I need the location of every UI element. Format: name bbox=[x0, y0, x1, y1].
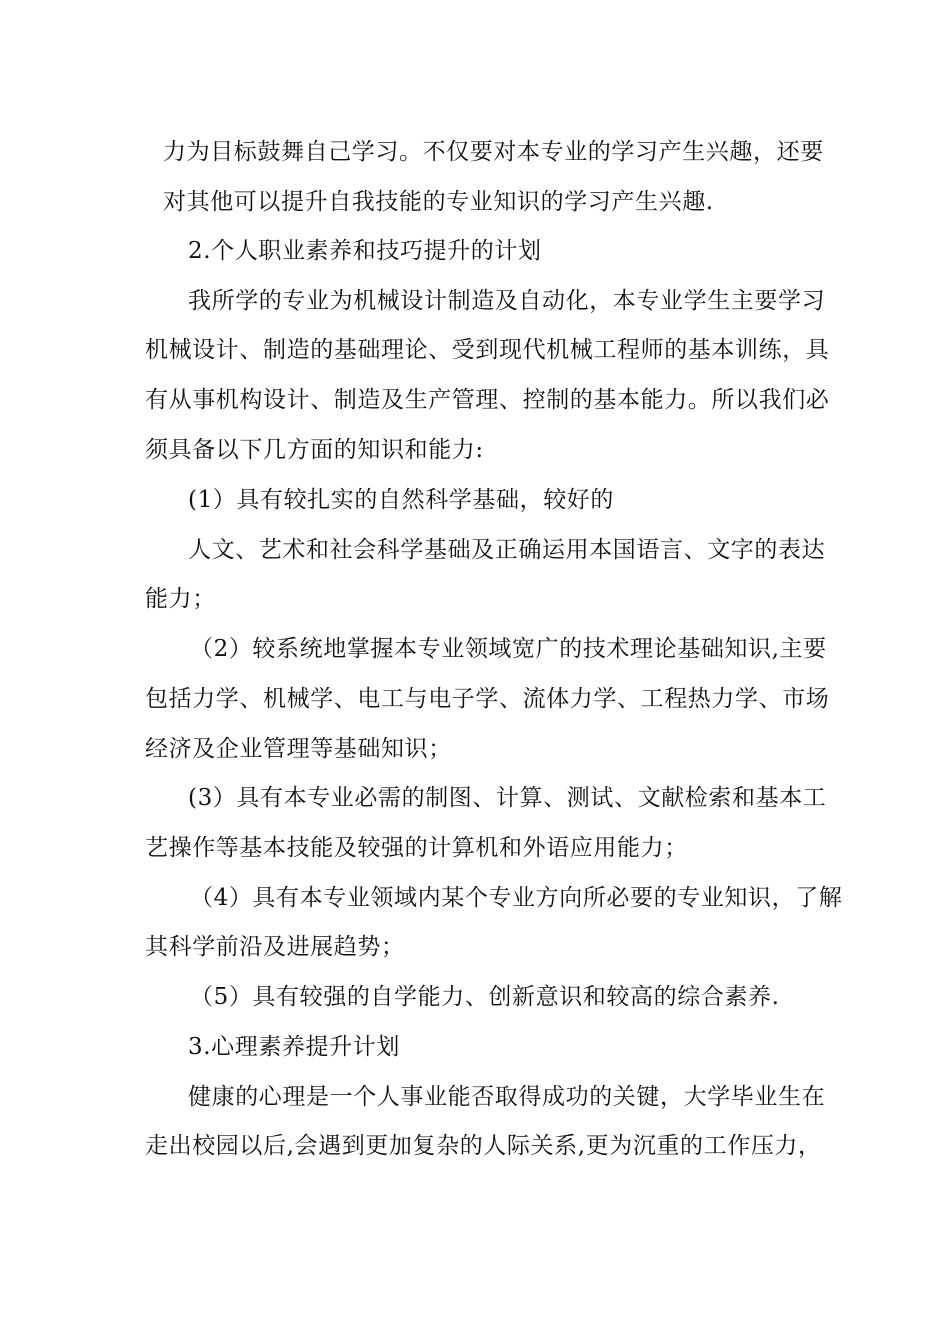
text-line: 健康的心理是一个人事业能否取得成功的关键，大学毕业生在 bbox=[188, 1084, 826, 1110]
text-line: 人文、艺术和社会科学基础及正确运用本国语言、文字的表达 bbox=[188, 537, 826, 563]
text-line: 艺操作等基本技能及较强的计算机和外语应用能力； bbox=[145, 835, 688, 861]
list-item: （4）具有本专业领域内某个专业方向所必要的专业知识，了解 bbox=[190, 885, 843, 911]
text-line: 力为目标鼓舞自己学习。不仅要对本专业的学习产生兴趣，还要 bbox=[163, 139, 824, 165]
text-line: 包括力学、机械学、电工与电子学、流体力学、工程热力学、市场 bbox=[145, 686, 830, 712]
text-line: 对其他可以提升自我技能的专业知识的学习产生兴趣. bbox=[163, 189, 714, 215]
text-line: 我所学的专业为机械设计制造及自动化，本专业学生主要学习 bbox=[188, 288, 826, 314]
text-line: 经济及企业管理等基础知识； bbox=[145, 736, 452, 762]
list-item: （5）具有较强的自学能力、创新意识和较高的综合素养. bbox=[190, 984, 780, 1010]
section-heading: 2.个人职业素养和技巧提升的计划 bbox=[188, 238, 542, 264]
list-item: (1）具有较扎实的自然科学基础，较好的 bbox=[188, 487, 615, 513]
text-line: 有从事机构设计、制造及生产管理、控制的基本能力。所以我们必 bbox=[145, 387, 830, 413]
text-line: 能力； bbox=[145, 586, 216, 612]
list-item: (3）具有本专业必需的制图、计算、测试、文献检索和基本工 bbox=[188, 785, 827, 811]
text-line: 走出校园以后,会遇到更加复杂的人际关系,更为沉重的工作压力， bbox=[145, 1133, 822, 1159]
list-item: （2）较系统地掌握本专业领域宽广的技术理论基础知识,主要 bbox=[190, 636, 827, 662]
text-line: 须具备以下几方面的知识和能力: bbox=[145, 437, 484, 463]
section-heading: 3.心理素养提升计划 bbox=[188, 1034, 400, 1060]
text-line: 机械设计、制造的基础理论、受到现代机械工程师的基本训练，具 bbox=[145, 337, 830, 363]
text-line: 其科学前沿及进展趋势； bbox=[145, 934, 405, 960]
